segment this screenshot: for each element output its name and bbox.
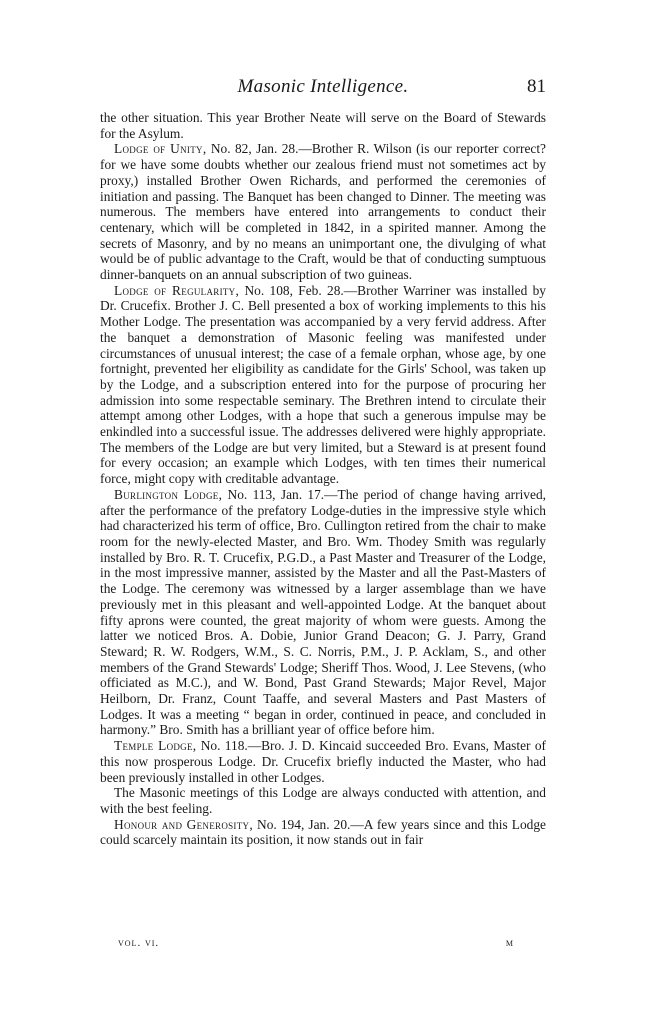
lodge-heading: Burlington Lodge, [114, 486, 223, 502]
lodge-heading: Lodge of Regularity, [114, 282, 240, 298]
paragraph [100, 817, 546, 848]
signature-mark: m [505, 937, 514, 949]
lodge-heading: Temple Lodge, [114, 738, 197, 754]
paragraph [100, 283, 546, 487]
paragraph [100, 785, 546, 816]
paragraph-text: No. 194, Jan. 20.—A few years since and this Lodge could scarcely maintain its position, it now stands out in fair [100, 816, 546, 848]
body-text [100, 110, 546, 848]
paragraph [100, 141, 546, 282]
paragraph-text: No. 118.—Bro. J. D. Kincaid succeeded Bro. Evans, Master of this now prosperous Lodge. Dr. Crucefix briefly inducted the Master, who had been previously installed in other Lodges. [100, 738, 546, 785]
volume-label: vol. vi. [118, 937, 160, 949]
paragraph [100, 487, 546, 738]
page-number: 81 [527, 76, 546, 97]
running-title: Masonic Intelligence. [237, 76, 409, 97]
paragraph-text: No. 82, Jan. 28.—Brother R. Wilson (is our reporter correct? for we have some doubts whether our zealous friend must not sometimes act by proxy,) installed Brother Owen Richards, and performed the ceremonies of initiation and passing. The Banquet has been changed to Dinner. The meeting was numerous. The members have entered into arrangements to conduct their centenary, which will be completed in 1842, in a spirited manner. Among the secrets of Masonry, and by no means an unimportant one, the divulging of what would be of public advantage to the Craft, would be that of conducting sumptuous dinner-banquets on an annual subscription of two guineas. [100, 141, 546, 283]
lodge-heading: Lodge of Unity, [114, 141, 207, 157]
paragraph [100, 738, 546, 785]
lodge-heading: Honour and Generosity, [114, 816, 253, 832]
paragraph [100, 110, 546, 141]
paragraph-text: No. 108, Feb. 28.—Brother Warriner was installed by Dr. Crucefix. Brother J. C. Bell presented a box of working implements to this his Mother Lodge. The presentation was accompanied by a very fervid address. After the banquet a demonstration of Masonic feeling was manifested under circumstances of unusual interest; the case of a female orphan, whose age, by one fortnight, prevented her eligibility as candidate for the Girls' School, was taken up by the Lodge, and a subscription entered into for the purpose of procuring her admission into some respectable seminary. The Brethren intend to circulate their attempt among other Lodges, with a hope that such a generous impulse may be enkindled into a successful issue. The addresses delivered were highly appropriate. The members of the Lodge are but very limited, but a Steward is at present found for every occasion; an example which Lodges, with ten times their numerical force, might copy with creditable advantage. [100, 282, 546, 487]
paragraph-text: the other situation. This year Brother Neate will serve on the Board of Stewards for the Asylum. [100, 110, 546, 141]
running-header [100, 76, 546, 100]
paragraph-text: The Masonic meetings of this Lodge are always conducted with attention, and with the best feeling. [100, 785, 546, 816]
paragraph-text: No. 113, Jan. 17.—The period of change having arrived, after the performance of the prefatory Lodge-duties in the impressive style which had characterized his term of office, Bro. Cullington retired from the chair to make room for the newly-elected Master, and Bro. Wm. Thodey Smith was regularly installed by Bro. R. T. Crucefix, P.G.D., a Past Master and Treasurer of the Lodge, in the most impressive manner, assisted by the Master and all the Past-Masters of the Lodge. The ceremony was witnessed by a larger assemblage than we have previously met in this pleasant and well-appointed Lodge. At the banquet about fifty aprons were counted, the great majority of whom were guests. Among the latter we noticed Bros. A. Dobie, Junior Grand Deacon; G. J. Parry, Grand Steward; R. W. Rodgers, W.M., S. C. Norris, P.M., J. P. Acklam, S., and other members of the Grand Stewards' Lodge; Sheriff Thos. Wood, J. Lee Stevens, (who officiated as M.C.), and W. Bond, Past Grand Stewards; Major Revel, Major Heilborn, Dr. Franz, Count Taaffe, and several Masters and Past Masters of Lodges. It was a meeting “ began in order, continued in peace, and concluded in harmony.” Bro. Smith has a brilliant year of office before him. [100, 486, 546, 738]
